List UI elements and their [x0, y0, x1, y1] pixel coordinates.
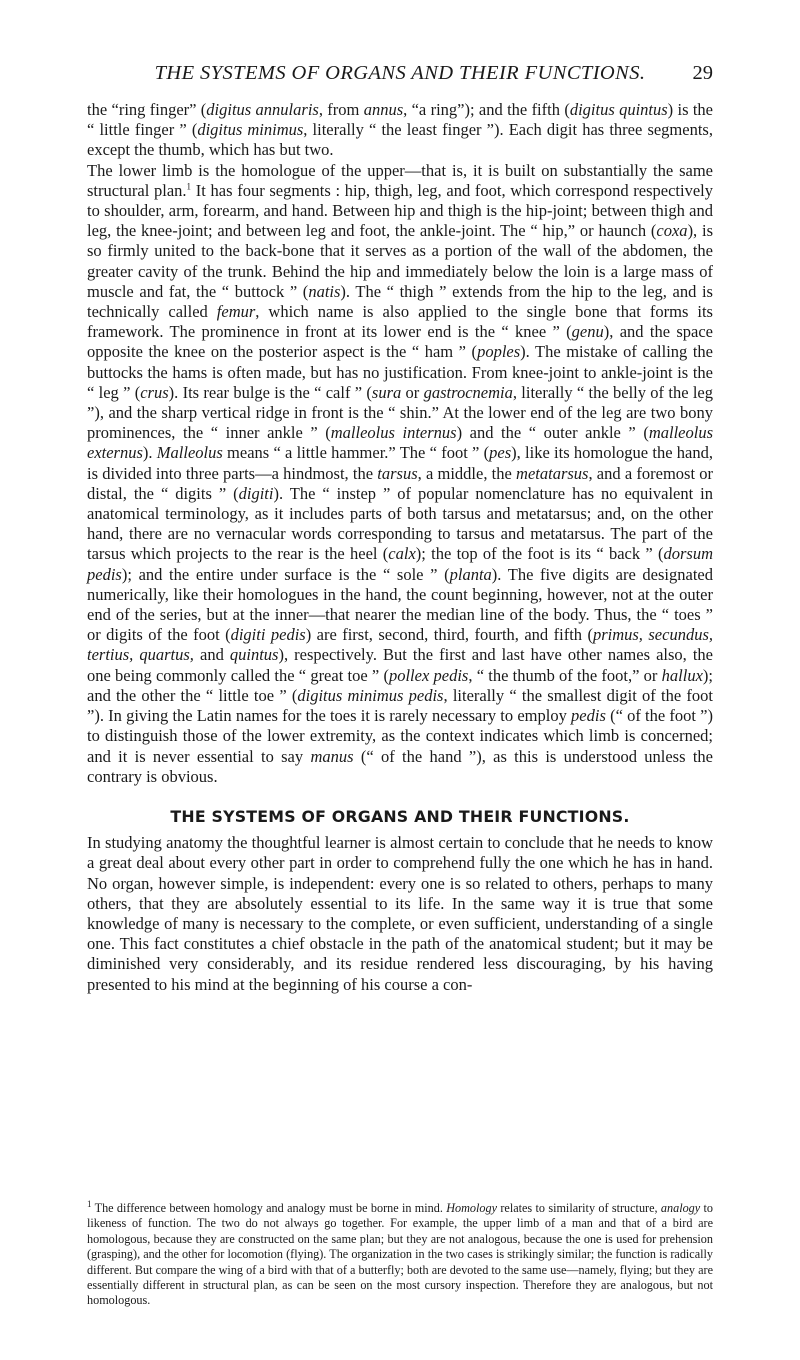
italic-term: pes: [489, 443, 512, 463]
text-run: means “ a little hammer.” The “ foot ” (: [222, 443, 490, 463]
italic-term: digitus annularis: [206, 100, 319, 119]
text-run: ) are first, second, third, fourth, and fifth (: [305, 625, 593, 645]
text-run: ). Its rear bulge is the “ calf ” (: [168, 382, 372, 402]
page-number: 29: [692, 62, 713, 84]
italic-term: femur: [216, 302, 256, 322]
italic-term: Homology: [446, 1201, 498, 1215]
text-run: , literally “ the belly of the leg ”), and the sharp vertical ridge in front is the “ shin.” At the lower end of the leg are two bony prominences, the “ inner ankle ” (: [87, 382, 713, 443]
text-run: to likeness of function. The two do not always go together. For example, the upper limb of a man and that of a bird are homologous, because they are constructed on the same plan; but they are not analogous, because the one is used for prehension (grasping), and the other for locomotion (flying). The organization in the two cases is strikingly similar; the function is radically different. But compare the wing of a bird with that of a butterfly; both are devoted to the same use—namely, flying; but they are essentially different in structural plan, as can be seen on the most cursory inspection. Therefore they are analogous, but not homologous.: [87, 1201, 713, 1308]
text-run: In studying anatomy the thoughtful learner is almost certain to conclude that he needs to know a great deal about every other part in order to comprehend fully the one which he has in hand. No organ, however simple, is independent: every one is so related to others, perhaps to many others, that they are absolutely essential to its life. In the same way it is true that some knowledge of many is necessary to the complete, or even sufficient, understanding of a single one. This fact constitutes a chief obstacle in the path of the anatomical student; but it may be diminished very considerably, and its residue rendered less discouraging, by his having presented to his mind at the beginning of his course a con-: [87, 833, 713, 994]
text-run: and: [193, 645, 230, 665]
italic-term: sura: [371, 382, 402, 402]
text-run: , “ the thumb of the foot,” or: [468, 665, 662, 685]
italic-term: analogy: [660, 1201, 701, 1215]
text-run: (“ of the hand ”), as this is understood unless the contrary is obvious.: [87, 746, 713, 786]
text-run: The lower limb is the homologue of the upper—that is, it is built on substantially the same structural plan.: [87, 160, 713, 200]
italic-term: primus, secundus, tertius, quartus,: [87, 625, 713, 665]
text-run: ) and the “ outer ankle ” (: [456, 423, 649, 443]
text-run: or: [401, 382, 424, 402]
footnotes: [87, 1198, 713, 1309]
text-run: , from: [318, 100, 364, 119]
italic-term: quintus: [229, 645, 279, 665]
body-text: [87, 100, 713, 995]
italic-term: pollex pedis: [388, 665, 469, 685]
italic-term: coxa: [656, 221, 688, 241]
section-heading: THE SYSTEMS OF ORGANS AND THEIR FUNCTIONS.: [170, 806, 630, 826]
italic-term: malleolus externus: [87, 423, 713, 463]
text-run: ); and the other the “ little toe ” (: [87, 665, 713, 705]
paragraph: [87, 100, 713, 161]
footnote-marker: 1: [87, 1198, 92, 1209]
italic-term: planta: [449, 564, 492, 584]
italic-term: gastrocnemia: [423, 382, 513, 402]
text-run: , which name is also applied to the single bone that forms its framework. The prominence in front at its lower end is the “ knee ” (: [87, 302, 713, 342]
italic-term: manus: [310, 746, 354, 766]
italic-term: digitus minimus pedis: [297, 685, 444, 705]
text-run: ). The “ instep ” of popular nomenclature has no equivalent in anatomical terminology, as it includes parts of both tarsus and metatarsus; and, on the other hand, there are no vernacular words corresponding to tarsus and metatarsus. The part of the tarsus which projects to the rear is the heel (: [87, 483, 713, 564]
italic-term: annus: [363, 100, 404, 119]
italic-term: hallux: [661, 665, 703, 685]
text-run: ), like its homologue the hand, is divided into three parts—a hindmost, the: [87, 443, 713, 483]
italic-term: Malleolus: [156, 443, 223, 463]
paragraph: [87, 161, 713, 787]
italic-term: natis: [308, 281, 341, 301]
footnote-marker: 1: [186, 181, 192, 192]
italic-term: digiti pedis: [230, 625, 306, 645]
text-run: ), and the space opposite the knee on the posterior aspect is the “ ham ” (: [87, 322, 713, 362]
italic-term: pedis: [571, 706, 606, 726]
paragraph: [87, 833, 713, 995]
text-run: relates to similarity of structure,: [497, 1201, 661, 1215]
footnote: [87, 1198, 713, 1309]
text-run: ). The “ thigh ” extends from the hip to the leg, and is technically called: [87, 281, 713, 322]
italic-term: digitus minimus: [197, 120, 304, 140]
text-run: , and a foremost or distal, the “ digits ” (: [87, 463, 714, 503]
text-run: (“ of the foot ”) to distinguish those of the lower extremity, as the context indicates which limb is concerned; and it is never essential to say: [87, 706, 713, 766]
italic-term: tarsus: [377, 463, 418, 483]
text-run: , literally “ the least finger ”). Each digit has three segments, except the thumb, which has but two.: [87, 120, 713, 160]
text-run: ). The mistake of calling the buttocks the hams is often made, but has no justification. From knee-joint to ankle-joint is the “ leg ” (: [87, 342, 713, 402]
running-title: THE SYSTEMS OF ORGANS AND THEIR FUNCTIONS.: [154, 62, 646, 84]
text-run: ), is so firmly united to the back-bone that it serves as a portion of the wall of the abdomen, the greater cavity of the trunk. Behind the hip and immediately below the loin is a large mass of muscle and fat, the “ buttock ” (: [87, 221, 713, 301]
text-run: , a middle, the: [417, 463, 517, 483]
running-head: [0, 62, 800, 94]
italic-term: digiti: [238, 483, 274, 503]
text-run: , “a ring”); and the fifth (: [403, 100, 570, 119]
text-run: ) is the “ little finger ” (: [87, 100, 714, 140]
italic-term: malleolus internus: [330, 423, 457, 443]
italic-term: dorsum pedis: [87, 544, 713, 584]
italic-term: crus: [140, 382, 169, 402]
italic-term: calx: [388, 544, 416, 564]
italic-term: poples: [477, 342, 521, 362]
text-run: ), respectively. But the first and last have other names also, the one being commonly called the “ great toe ” (: [87, 645, 713, 685]
text-run: ). The five digits are designated numerically, like their homologues in the hand, the count beginning, however, not at the outer end of the series, but at the inner—that nearer the median line of the body. Thus, the “ toes ” or digits of the foot (: [87, 564, 713, 645]
text-run: ).: [142, 443, 157, 463]
italic-term: digitus quintus: [569, 100, 668, 119]
text-run: the “ring finger” (: [87, 100, 207, 119]
text-run: The difference between homology and analogy must be borne in mind.: [91, 1201, 447, 1215]
text-run: ); the top of the foot is its “ back ” (: [415, 544, 664, 564]
italic-term: metatarsus: [516, 463, 589, 483]
text-run: , literally “ the smallest digit of the foot ”). In giving the Latin names for the toes it is rarely necessary to employ: [87, 685, 713, 726]
text-run: It has four segments : hip, thigh, leg, and foot, which correspond respectively to shoulder, arm, forearm, and hand. Between hip and thigh is the hip-joint; between thigh and leg, the knee-joint; and between leg and foot, the ankle-joint. The “ hip,” or haunch (: [87, 180, 714, 241]
text-run: ); and the entire under surface is the “ sole ” (: [121, 564, 450, 584]
italic-term: genu: [571, 322, 604, 342]
